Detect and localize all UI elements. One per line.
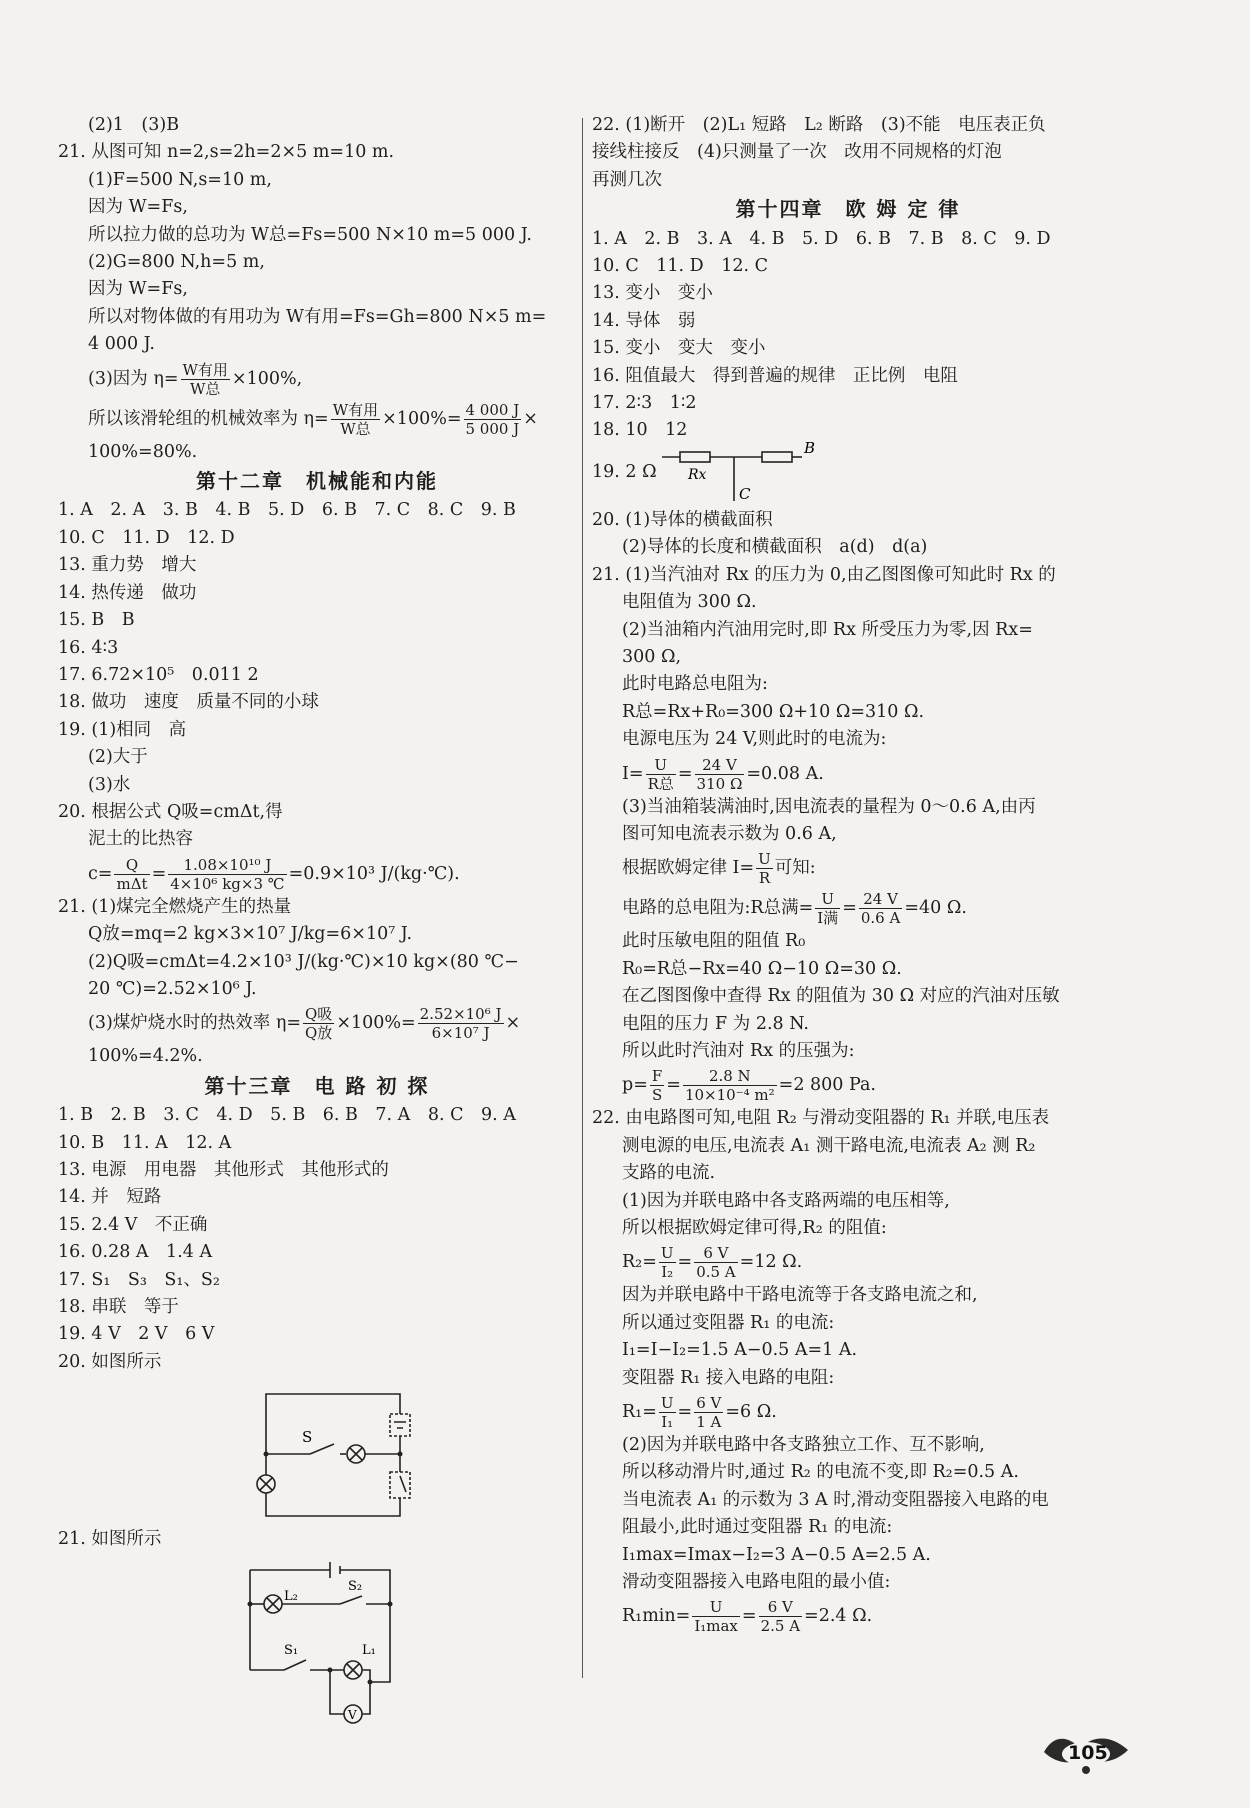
- fraction: $\frac{2.8 N}{\text{10×10⁻⁴ m²}}$: [684, 1067, 775, 1105]
- answer-line: 20. (1)导体的横截面积: [592, 509, 773, 530]
- circuit-wire: [250, 1570, 390, 1682]
- answer-line: 15. 变小 变大 变小: [592, 338, 766, 359]
- switch-icon: [284, 1660, 306, 1670]
- answer-line: (2)当油箱内汽油用完时,即 Rx 所受压力为零,因 Rx=: [622, 619, 1033, 640]
- answer-line: 当电流表 A₁ 的示数为 3 A 时,滑动变阻器接入电路的电: [622, 1489, 1049, 1510]
- answer-line: 13. 电源 用电器 其他形式 其他形式的: [58, 1160, 389, 1180]
- answer-line: 变阻器 R₁ 接入电路的电阻:: [622, 1367, 835, 1388]
- answer-line: 16. 阻值最大 得到普遍的规律 正比例 电阻: [592, 365, 958, 386]
- switch-label: S: [302, 1428, 313, 1447]
- answer-line: I₁=I−I₂=1.5 A−0.5 A=1 A.: [622, 1340, 858, 1361]
- answer-line: 21. (1)当汽油对 Rx 的压力为 0,由乙图图像可知此时 Rx 的: [592, 564, 1056, 585]
- lamp-icon: [350, 1448, 362, 1460]
- fraction: $\frac{6 V}{2.5 A}$: [760, 1598, 801, 1636]
- resistor-icon: [762, 452, 792, 462]
- answer-line: 20. 根据公式 Q吸=cmΔt,得: [58, 801, 283, 822]
- answer-line: 19. 4 V 2 V 6 V: [58, 1324, 215, 1345]
- answer-line: 19. (1)相同 高: [58, 719, 187, 740]
- page-number-badge: [1040, 1730, 1132, 1776]
- answer-line: 所以通过变阻器 R₁ 的电流:: [622, 1312, 835, 1333]
- answer-line: 15. B B: [58, 610, 135, 631]
- lamp-label: L₂: [284, 1588, 298, 1604]
- formula-line: (3)煤炉烧水时的热效率 η= $\frac{\text{Q吸}}{\text{Q放}}$ ×100%= $\frac{\text{2.52×10⁶ J}}{\text{6×10⁷ J}}$ ×: [88, 1005, 521, 1043]
- junction-dot: [398, 1452, 403, 1457]
- answer-line: 18. 10 12: [592, 420, 688, 441]
- answer-line: 20 ℃)=2.52×10⁶ J.: [88, 978, 257, 999]
- answer-line: Q放=mq=2 kg×3×10⁷ J/kg=6×10⁷ J.: [88, 924, 413, 945]
- answer-line: 17. 2∶3 1∶2: [592, 393, 697, 414]
- fraction: $\frac{U}{\text{R总}}$: [647, 755, 674, 793]
- answer-line: 接线柱接反 (4)只测量了一次 改用不同规格的灯泡: [592, 142, 1002, 163]
- fraction: $\frac{U}{\text{I满}}$: [817, 890, 839, 928]
- answer-line: 因为并联电路中干路电流等于各支路电流之和,: [622, 1285, 978, 1306]
- answer-line: (3)水: [88, 774, 131, 795]
- answer-line: 所以此时汽油对 Rx 的压强为:: [622, 1040, 855, 1061]
- answer-line: 电阻值为 300 Ω.: [622, 592, 757, 613]
- answer-line: 18. 串联 等于: [58, 1297, 179, 1318]
- formula-line: (3)因为 η= $\frac{\text{W有用}}{\text{W总}}$ ×100%,: [88, 360, 303, 398]
- fraction: $\frac{\text{W有用}}{\text{W总}}$: [182, 360, 228, 398]
- answer-line: 20. 如图所示: [58, 1351, 162, 1372]
- answer-line: 4 000 J.: [88, 334, 155, 355]
- answer-line: 电阻的压力 F 为 2.8 N.: [622, 1013, 809, 1034]
- answer-line: 滑动变阻器接入电路电阻的最小值:: [622, 1572, 891, 1593]
- answer-line: 100%=80%.: [88, 441, 198, 462]
- answer-line: 16. 0.28 A 1.4 A: [58, 1242, 213, 1263]
- answer-line: 泥土的比热容: [88, 829, 193, 850]
- chapter-title: 第十四章 欧 姆 定 律: [735, 197, 961, 222]
- answer-line: 15. 2.4 V 不正确: [58, 1214, 208, 1235]
- answer-line: 电源电压为 24 V,则此时的电流为:: [622, 729, 887, 750]
- fraction: $\frac{6 V}{0.5 A}$: [696, 1244, 736, 1282]
- answer-line: 1. A 2. A 3. B 4. B 5. D 6. B 7. C 8. C 9. B: [58, 500, 516, 521]
- answer-line: R总=Rx+R₀=300 Ω+10 Ω=310 Ω.: [622, 701, 925, 722]
- formula-line: p= $\frac{F}{S}$ = $\frac{2.8 N}{\text{10×10⁻⁴ m²}}$ =2 800 Pa.: [622, 1067, 876, 1105]
- junction-dot: [248, 1601, 253, 1606]
- terminal-label: C: [739, 484, 751, 501]
- right-column: [592, 112, 1104, 1636]
- answer-line: 支路的电流.: [622, 1163, 716, 1184]
- formula-line: I= $\frac{U}{\text{R总}}$ = $\frac{24 V}{310 \Omega}$ =0.08 A.: [622, 755, 824, 793]
- formula-line: R₂= $\frac{U}{\text{I₂}}$ = $\frac{6 V}{0.5 A}$ =12 Ω.: [622, 1244, 803, 1282]
- fraction: $\frac{Q}{\text{mΔt}}$: [116, 855, 148, 893]
- formula-line: c= $\frac{Q}{\text{mΔt}}$ = $\frac{\text{1.08×10¹⁰ J}}{\text{4×10⁶ kg×3 ℃}}$ =0.9×10³ J/(kg·℃).: [88, 855, 460, 893]
- answer-line: 此时电路总电阻为:: [622, 674, 768, 695]
- answer-line: (2)Q吸=cmΔt=4.2×10³ J/(kg·℃)×10 kg×(80 ℃−: [88, 951, 519, 972]
- answer-line: 10. C 11. D 12. D: [58, 527, 235, 548]
- fraction: $\frac{6 V}{1 A}$: [696, 1394, 722, 1432]
- answer-line: 18. 做功 速度 质量不同的小球: [58, 692, 319, 713]
- switch-icon: [340, 1596, 362, 1604]
- junction-dot: [264, 1452, 269, 1457]
- answer-line: 22. (1)断开 (2)L₁ 短路 L₂ 断路 (3)不能 电压表正负: [592, 115, 1046, 135]
- lamp-label: L₁: [362, 1642, 376, 1658]
- answer-line: (2)因为并联电路中各支路独立工作、互不影响,: [622, 1435, 985, 1456]
- fraction: $\frac{24 V}{0.6 A}$: [860, 890, 901, 928]
- circuit-wire: [266, 1394, 400, 1516]
- resistor-label: Rx: [688, 466, 707, 483]
- fraction: $\frac{U}{R}$: [758, 850, 771, 888]
- answer-line: (2)1 (3)B: [88, 115, 180, 135]
- answer-line: 14. 热传递 做功: [58, 582, 197, 603]
- answer-line: 所以根据欧姆定律可得,R₂ 的阻值:: [622, 1218, 887, 1238]
- q19-block: [592, 438, 1104, 507]
- answer-line: 21. 如图所示: [58, 1529, 162, 1550]
- lamp-icon: [347, 1664, 359, 1676]
- resistor-icon: [680, 452, 710, 462]
- lamp-icon: [267, 1598, 279, 1610]
- answer-line: 21. 从图可知 n=2,s=2h=2×5 m=10 m.: [58, 142, 395, 163]
- answer-line: 17. S₁ S₃ S₁、S₂: [58, 1269, 220, 1290]
- switch-icon: [310, 1444, 334, 1454]
- answer-line: 1. B 2. B 3. C 4. D 5. B 6. B 7. A 8. C 9. A: [58, 1105, 516, 1126]
- chapter-title: 第十二章 机械能和内能: [196, 469, 438, 494]
- answer-line: 100%=4.2%.: [88, 1046, 203, 1067]
- voltmeter-label: V: [348, 1707, 357, 1722]
- answer-line: 19. 2 Ω: [592, 461, 657, 482]
- answer-line: 所以对物体做的有用功为 W有用=Fs=Gh=800 N×5 m=: [88, 306, 547, 327]
- terminal-label: B: [804, 438, 816, 457]
- answer-line: 22. 由电路图可知,电阻 R₂ 与滑动变阻器的 R₁ 并联,电压表: [592, 1108, 1050, 1129]
- answer-line: 因为 W=Fs,: [88, 197, 188, 218]
- battery-icon: [390, 1414, 410, 1436]
- fraction: $\frac{U}{\text{I₁}}$: [660, 1394, 674, 1432]
- answer-line: 因为 W=Fs,: [88, 279, 188, 300]
- answer-line: 阻最小,此时通过变阻器 R₁ 的电流:: [622, 1517, 893, 1538]
- fraction: $\frac{4 000 J}{5 000 J}$: [465, 400, 520, 438]
- fraction: $\frac{\text{2.52×10⁶ J}}{\text{6×10⁷ J}}$: [419, 1005, 502, 1043]
- answer-line: 所以移动滑片时,通过 R₂ 的电流不变,即 R₂=0.5 A.: [622, 1462, 1019, 1483]
- fraction: $\frac{U}{\text{I₂}}$: [660, 1244, 674, 1282]
- switch-label: S₂: [348, 1578, 363, 1594]
- answer-line: 此时压敏电阻的阻值 R₀: [622, 931, 806, 952]
- answer-line: (2)导体的长度和横截面积 a(d) d(a): [622, 537, 928, 558]
- fraction: $\frac{F}{S}$: [651, 1067, 663, 1105]
- answer-line: 再测几次: [592, 169, 662, 190]
- resistor-diagram: [662, 439, 862, 501]
- left-column: [58, 112, 576, 1729]
- answer-line: (1)F=500 N,s=10 m,: [88, 169, 272, 190]
- chapter-title: 第十三章 电 路 初 探: [204, 1073, 430, 1098]
- page-number: 105: [1068, 1742, 1108, 1764]
- formula-line: 根据欧姆定律 I= $\frac{U}{R}$ 可知:: [622, 850, 816, 888]
- answer-line: (3)当油箱装满油时,因电流表的量程为 0～0.6 A,由丙: [622, 796, 1036, 817]
- circuit-diagram-2: [58, 1554, 576, 1729]
- answer-line: 10. B 11. A 12. A: [58, 1132, 232, 1153]
- junction-dot: [368, 1679, 373, 1684]
- fraction: $\frac{U}{\text{I₁max}}$: [694, 1598, 738, 1636]
- answer-line: 在乙图图像中查得 Rx 的阻值为 30 Ω 对应的汽油对压敏: [622, 986, 1060, 1007]
- switch-icon: [390, 1472, 410, 1498]
- column-divider: [582, 118, 583, 1678]
- fraction: $\frac{\text{1.08×10¹⁰ J}}{\text{4×10⁶ kg×3 ℃}}$: [170, 855, 285, 893]
- formula-line: 所以该滑轮组的机械效率为 η= $\frac{\text{W有用}}{\text{W总}}$ ×100%= $\frac{4 000 J}{5 000 J}$ ×: [88, 400, 538, 438]
- answer-line: 13. 重力势 增大: [58, 555, 197, 576]
- fraction: $\frac{\text{Q吸}}{\text{Q放}}$: [305, 1005, 333, 1043]
- answer-line: 14. 并 短路: [58, 1187, 162, 1208]
- answer-line: 16. 4∶3: [58, 637, 119, 658]
- answer-line: 14. 导体 弱: [592, 310, 696, 331]
- switch-label: S₁: [284, 1642, 299, 1658]
- fraction: $\frac{\text{W有用}}{\text{W总}}$: [332, 400, 379, 438]
- circuit-diagram-1: [58, 1376, 576, 1526]
- fraction: $\frac{24 V}{310 \Omega}$: [696, 755, 743, 793]
- answer-line: 测电源的电压,电流表 A₁ 测干路电流,电流表 A₂ 测 R₂: [622, 1135, 1036, 1156]
- formula-line: 电路的总电阻为:R总满= $\frac{U}{\text{I满}}$ = $\frac{24 V}{0.6 A}$ =40 Ω.: [622, 890, 967, 928]
- answer-line: 图可知电流表示数为 0.6 A,: [622, 823, 837, 844]
- junction-dot: [328, 1667, 333, 1672]
- answer-line: (2)G=800 N,h=5 m,: [88, 252, 265, 273]
- answer-line: R₀=R总−Rx=40 Ω−10 Ω=30 Ω.: [622, 958, 902, 979]
- formula-line: R₁min= $\frac{U}{\text{I₁max}}$ = $\frac{6 V}{2.5 A}$ =2.4 Ω.: [622, 1598, 873, 1636]
- answer-line: 10. C 11. D 12. C: [592, 256, 768, 277]
- answer-line: 13. 变小 变小: [592, 283, 713, 304]
- answer-line: 300 Ω,: [622, 646, 682, 667]
- answer-line: 1. A 2. B 3. A 4. B 5. D 6. B 7. B 8. C 9. D: [592, 228, 1051, 249]
- answer-line: (2)大于: [88, 747, 148, 768]
- junction-dot: [388, 1601, 393, 1606]
- battery-icon: [330, 1562, 340, 1578]
- answer-line: 21. (1)煤完全燃烧产生的热量: [58, 896, 292, 917]
- answer-line: 所以拉力做的总功为 W总=Fs=500 N×10 m=5 000 J.: [88, 224, 532, 245]
- answer-line: 17. 6.72×10⁵ 0.011 2: [58, 664, 259, 685]
- formula-line: R₁= $\frac{U}{\text{I₁}}$ = $\frac{6 V}{1 A}$ =6 Ω.: [622, 1394, 777, 1432]
- answer-line: I₁max=Imax−I₂=3 A−0.5 A=2.5 A.: [622, 1544, 931, 1565]
- answer-line: (1)因为并联电路中各支路两端的电压相等,: [622, 1190, 950, 1211]
